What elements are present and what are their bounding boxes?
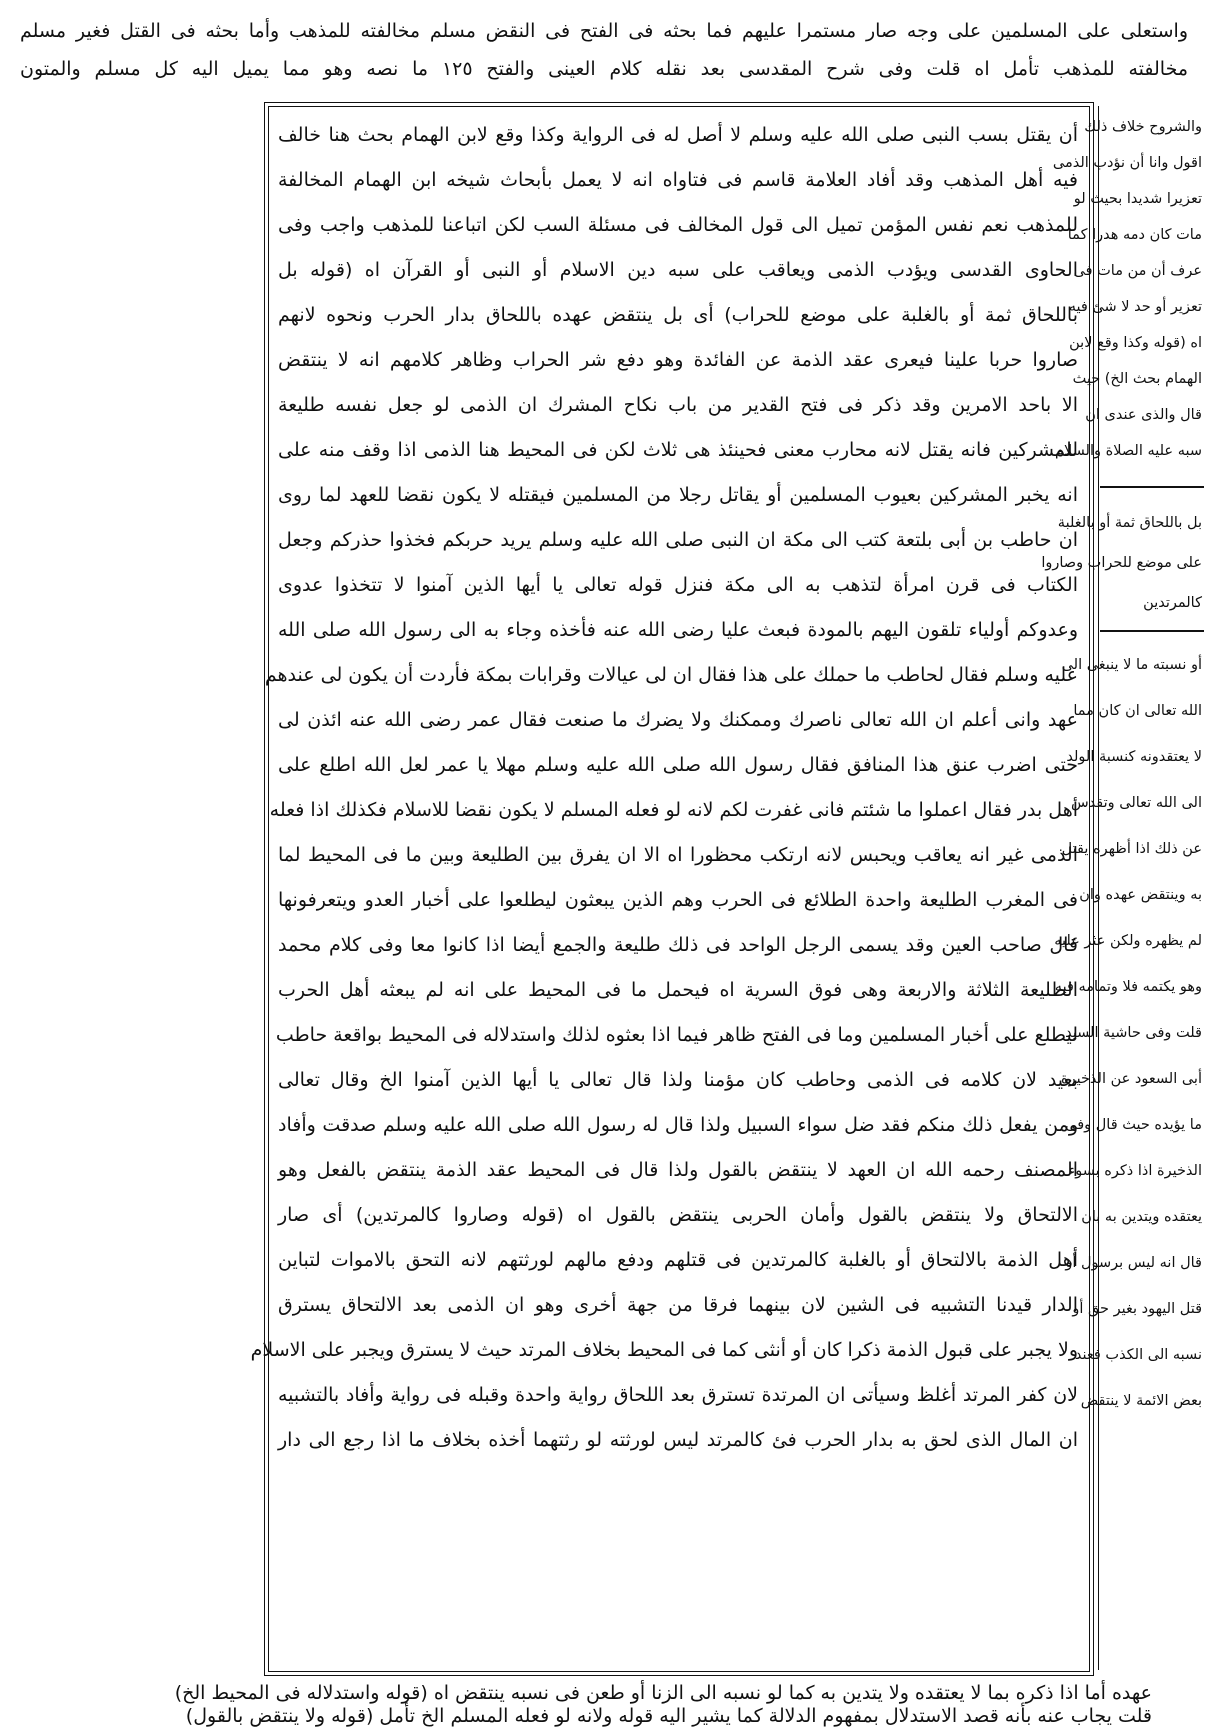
margin-line: به وينتقض عهده وان [1079,887,1202,903]
margin-line: وهو يكتمه فلا وتمامه فيه [1054,979,1202,995]
margin-line: أبى السعود عن الذخيرة [1061,1071,1202,1087]
margin-divider [1100,630,1204,632]
margin-line: قال والذى عندى ان [1085,407,1202,423]
main-line: بعيد لان كلامه فى الذمى وحاطب كان مؤمنا ولذا قال تعالى يا أيها الذين آمنوا الخ وقال تعالى [278,1069,1078,1091]
main-line: وعدوكم أولياء تلقون اليهم بالمودة فبعث عليا رضى الله عنه فأخذه وجاء به الى رسول الله صلى الله [278,619,1078,641]
margin-line: سبه عليه الصلاة والسلام [1054,443,1202,459]
margin-line: أو نسبته ما لا ينبغى الى [1061,657,1202,673]
header-line: مخالفته للمذهب تأمل اه قلت وفى شرح المقدسى بعد نقله كلام العينى والفتح ١٢٥ ما نصه وهو مما يميل اليه كل مسلم والمتون [20,58,1189,80]
main-line: المصنف رحمه الله ان العهد لا ينتقض بالقول ولذا قال فى المحيط عقد الذمة ينتقض بالفعل وهو [278,1159,1078,1181]
main-line: عليه وسلم فقال لحاطب ما حملك على هذا فقال ان لى عيالات وقرابات بمكة فأردت أن يكون لى عندهم [264,664,1078,686]
margin-line: نسبه الى الكذب فعند [1074,1347,1202,1363]
margin-line: تعزير أو حد لا شئ فيه [1068,299,1202,315]
margin-line: يعتقده ويتدين به بان [1081,1209,1202,1225]
margin-line: الذخيرة اذا ذكره بسوء [1068,1163,1202,1179]
main-line: الا باحد الامرين وقد ذكر فى فتح القدير من باب نكاح المشرك ان الذمى لو جعل نفسه طليعة [278,394,1078,416]
margin-line: اقول وانا أن نؤدب الذمى [1052,155,1202,171]
main-line: الحاوى القدسى ويؤدب الذمى ويعاقب على سبه دين الاسلام أو النبى أو القرآن اه (قوله بل [278,259,1078,281]
main-line: حتى اضرب عنق هذا المنافق فقال رسول الله صلى الله عليه وسلم مهلا يا عمر لعل الله اطلع على [278,754,1078,776]
main-line: الالتحاق ولا ينتقض بالقول وأمان الحربى ينتقض بالقول اه (قوله وصاروا كالمرتدين) أى صار [278,1204,1078,1226]
main-line: ليطلع على أخبار المسلمين وما فى الفتح ظاهر فيما اذا بعثوه لذلك واستدلاله فى المحيط بواقعة حاطب [275,1024,1078,1046]
main-line: صاروا حربا علينا فيعرى عقد الذمة عن الفائدة وهو دفع شر الحراب وظاهر كلامهم انه لا ينتقض [278,349,1078,371]
footer-line: قلت يجاب عنه بأنه قصد الاستدلال بمفهوم الدلالة كما يشير اليه قوله ولانه لو فعله المسلم الخ تأمل (قوله ولا ينتقض بالقول) [185,1705,1152,1727]
margin-line: والشروح خلاف ذلك [1084,119,1202,135]
margin-line: على موضع للحراب وصاروا [1041,555,1202,571]
margin-line: الله تعالى ان كان مما [1073,703,1202,719]
main-line: أن يقتل بسب النبى صلى الله عليه وسلم لا أصل له فى الرواية وكذا وقع لابن الهمام بحث هنا خالف [278,124,1078,146]
margin-line: كالمرتدين [1143,595,1202,611]
main-line: لان كفر المرتد أغلظ وسيأتى ان المرتدة تسترق بعد اللحاق رواية واحدة وقبله فى رواية وأفاد بالتشبيه [278,1384,1078,1406]
margin-divider [1100,486,1204,488]
margin-line: قال انه ليس برسول أو [1065,1255,1202,1271]
main-line: الذمى غير انه يعاقب ويحبس لانه ارتكب محظورا اه الا ان يفرق بين الطليعة وبين ما فى المحيط لما [278,844,1078,866]
main-line: قال صاحب العين وقد يسمى الرجل الواحد فى ذلك طليعة والجمع أيضا اذا كانوا معا وفى كلام محمد [278,934,1078,956]
margin-line: لا يعتقدونه كنسبة الولد [1066,749,1202,765]
main-line: عهد وانى أعلم ان الله تعالى ناصرك وممكنك ولا يضرك ما صنعت فقال عمر رضى الله عنه ائذن لى [278,709,1078,731]
margin-line: اه (قوله وكذا وقع لابن [1069,335,1202,351]
margin-line: عرف أن من مات فى [1073,263,1202,279]
header-line: واستعلى على المسلمين على وجه صار مستمرا عليهم فما بحثه فى الفتح فى النقض مسلم مخالفته للمذهب وأما بحثه فى القتل فغير مسلم [20,20,1188,42]
main-line: الدار قيدنا التشبيه فى الشين لان بينهما فرقا من جهة أخرى وهو ان الذمى بعد الالتحاق يسترق [278,1294,1078,1316]
main-line: أهل الذمة بالالتحاق أو بالغلبة كالمرتدين فى قتلهم ودفع مالهم لورثتهم لانه التحق بالاموات لتباين [278,1249,1078,1271]
margin-line: قتل اليهود بغير حق أو [1072,1301,1202,1317]
margin-line: عن ذلك اذا أظهره يقتل [1061,841,1202,857]
main-line: الطليعة الثلاثة والاربعة وهى فوق السرية اه فيحمل ما فى المحيط على انه لم يبعثه أهل الحرب [278,979,1078,1001]
main-line: باللحاق ثمة أو بالغلبة على موضع للحراب) أى بل ينتقض عهده باللحاق بدار الحرب ونحوه لانهم [278,304,1078,326]
margin-line: الهمام بحث الخ) حيث [1072,371,1202,387]
main-line: الكتاب فى قرن امرأة لتذهب به الى مكة فنزل قوله تعالى يا أيها الذين آمنوا لا تتخذوا عدوى [278,574,1078,596]
margin-line: قلت وفى حاشية السيد [1065,1025,1202,1041]
main-line: ومن يفعل ذلك منكم فقد ضل سواء السبيل ولذا قال له رسول الله صلى الله عليه وسلم صدقت وأفاد [278,1114,1078,1136]
main-line: فيه أهل المذهب وقد أفاد العلامة قاسم فى فتاواه انه لا يعمل بأبحاث شيخه ابن الهمام المخالفة [278,169,1078,191]
main-line: ان المال الذى لحق به بدار الحرب فئ كالمرتد ليس لورثته لو رثتهما أخذه بخلاف ما اذا رجع الى دار [278,1429,1078,1451]
main-line: أهل بدر فقال اعملوا ما شئتم فانى غفرت لكم لانه لو فعله المسلم لا يكون نقضا للاسلام فكذلك اذا فعله [269,799,1078,821]
margin-line: مات كان دمه هدرا كما [1067,227,1202,243]
margin-line: بعض الائمة لا ينتقض [1080,1393,1202,1409]
main-line: فى المغرب الطليعة واحدة الطلائع فى الحرب وهم الذين يبعثون ليطلعوا على أخبار العدو ويتعرفونها [278,889,1078,911]
margin-line: ما يؤيده حيث قال وفى [1065,1117,1202,1133]
main-line: ولا يجبر على قبول الذمة ذكرا كان أو أنثى كما فى المحيط بخلاف المرتد حيث لا يسترق ويجبر على الاسلام [250,1339,1078,1361]
margin-line: بل باللحاق ثمة أو بالغلبة [1057,515,1202,531]
main-line: انه يخبر المشركين بعيوب المسلمين أو يقاتل رجلا من المسلمين فيقتله لا يكون نقضا للعهد لما روى [278,484,1078,506]
main-line: ان حاطب بن أبى بلتعة كتب الى مكة ان النبى صلى الله عليه وسلم يريد حربكم فخذوا حذركم وجعل [278,529,1078,551]
margin-line: الى الله تعالى وتقدس [1070,795,1202,811]
margin-line: لم يظهره ولكن عثر عليه [1054,933,1202,949]
margin-line: تعزيرا شديدا بحيث لو [1073,191,1202,207]
footer-line: عهده أما اذا ذكره بما لا يعتقده ولا يتدين به كما لو نسبه الى الزنا أو طعن فى نسبه ينتقض اه (قوله واستدلاله فى المحيط الخ) [174,1682,1152,1704]
main-line: للمذهب نعم نفس المؤمن تميل الى قول المخالف فى مسئلة السب لكن اتباعنا للمذهب واجب وفى [278,214,1078,236]
main-line: للمشركين فانه يقتل لانه محارب معنى فحينئذ هى ثلاث لكن فى المحيط هنا الذمى اذا وقف منه على [278,439,1078,461]
